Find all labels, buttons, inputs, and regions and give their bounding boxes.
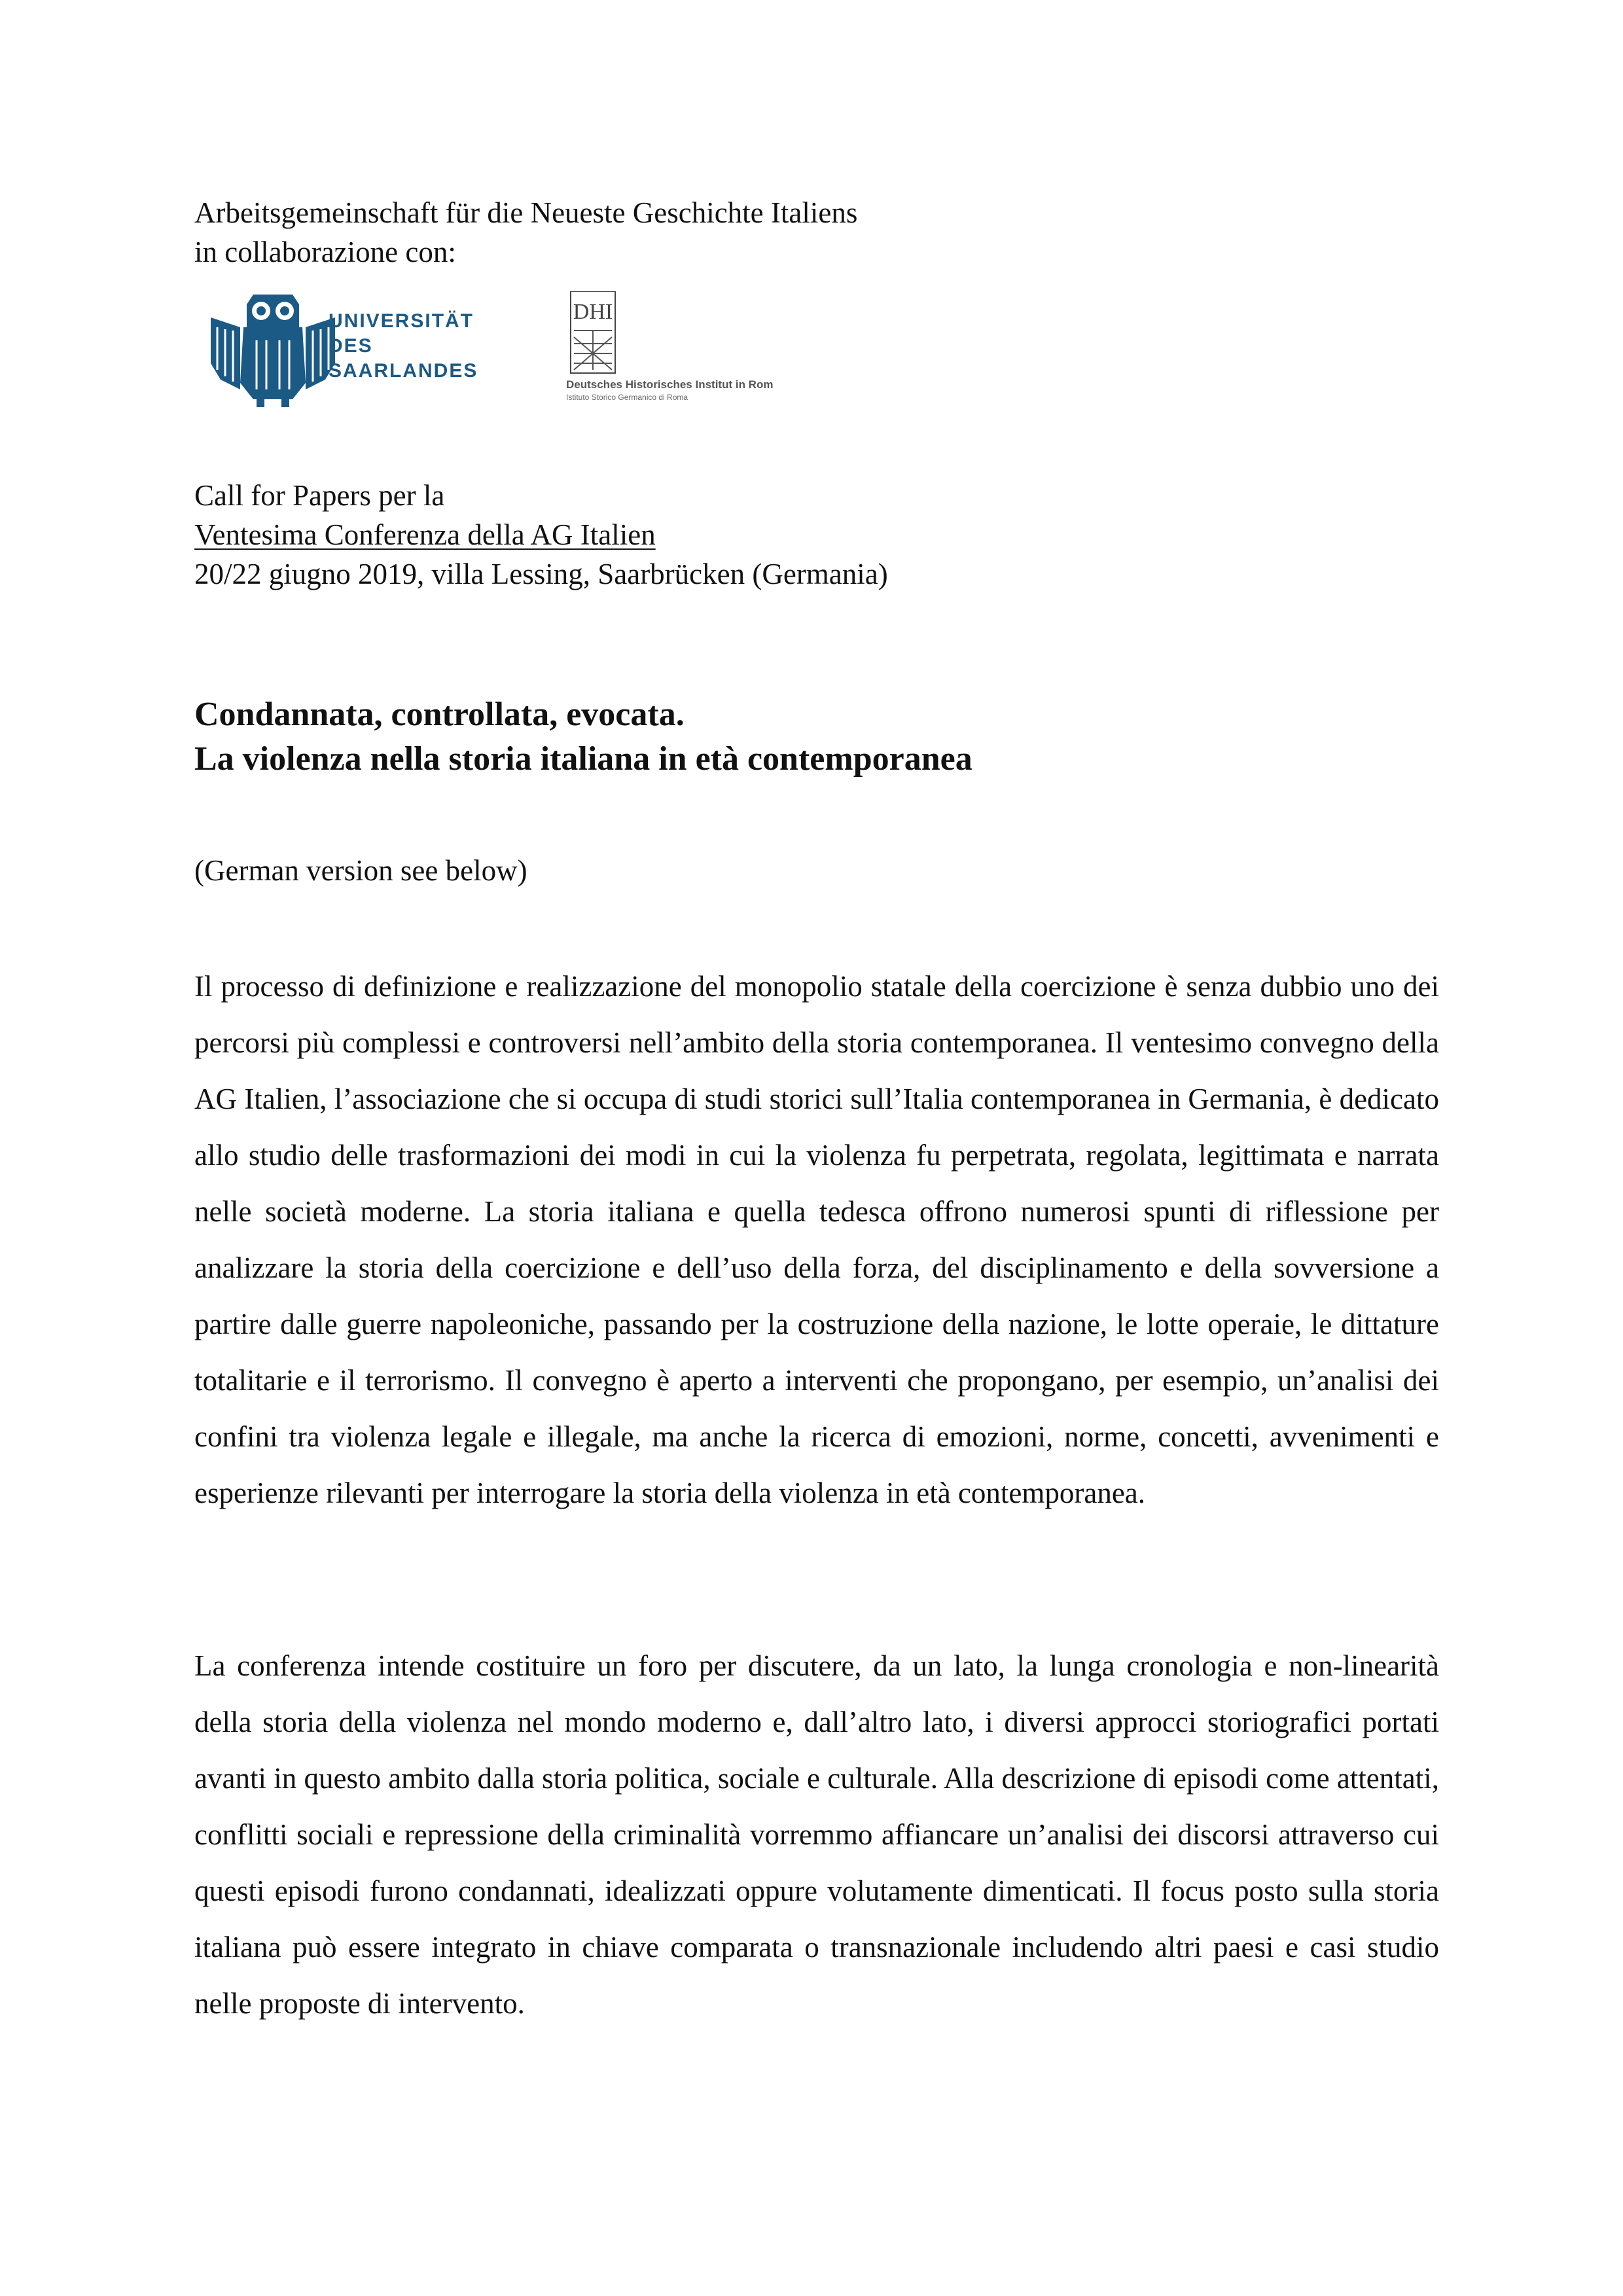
organizer-name: Arbeitsgemeinschaft für die Neueste Geschichte Italiens bbox=[194, 196, 858, 229]
conference-name: Ventesima Conferenza della AG Italien bbox=[194, 518, 656, 551]
title-line-2: La violenza nella storia italiana in età contemporanea bbox=[194, 740, 972, 778]
dhi-name: Deutsches Historisches Institut in Rom bbox=[566, 378, 774, 391]
cfp-label: Call for Papers per la bbox=[194, 479, 445, 512]
uds-logo-text: UNIVERSITÄT DES SAARLANDES bbox=[329, 310, 478, 382]
dhi-subtitle: Istituto Storico Germanico di Roma bbox=[566, 393, 688, 402]
collaboration-label: in collaborazione con: bbox=[194, 236, 456, 268]
conference-date-location: 20/22 giugno 2019, villa Lessing, Saarbrücken (Germania) bbox=[194, 558, 888, 590]
title-line-1: Condannata, controllata, evocata. bbox=[194, 696, 685, 733]
body-paragraph-2: La conferenza intende costituire un foro per discutere, da un lato, la lunga cronologia e non-linearità della storia della violenza nel mondo moderno e, dall’altro lato, i diversi approcci storiografici portati avanti in questo ambito dalla storia politica, sociale e culturale. Alla descrizione di episodi come attentati, conflitti sociali e repressione della criminalità vorremmo affiancare un’analisi dei discorsi attraverso cui questi episodi furono condannati, idealizzati oppure volutamente dimenticati. Il focus posto sulla storia italiana può essere integrato in chiave comparata o transnazionale includendo altri paesi e casi studio nelle proposte di intervento. bbox=[194, 1649, 1439, 2020]
call-for-papers-block bbox=[194, 476, 888, 594]
body-paragraph-1: Il processo di definizione e realizzazione del monopolio statale della coercizione è senza dubbio uno dei percorsi più complessi e controversi nell’ambito della storia contemporanea. Il ventesimo convegno della AG Italien, l’associazione che si occupa di studi storici sull’Italia contemporanea in Germania, è dedicato allo studio delle trasformazioni dei modi in cui la violenza fu perpetrata, regolata, legittimata e narrata nelle società moderne. La storia italiana e quella tedesca offrono numerosi spunti di riflessione per analizzare la storia della coercizione e dell’uso della forza, del disciplinamento e della sovversione a partire dalle guerre napoleoniche, passando per la costruzione della nazione, le lotte operaie, le dittature totalitarie e il terrorismo. Il convegno è aperto a interventi che propongano, per esempio, un’analisi dei confini tra violenza legale e illegale, ma anche la ricerca di emozioni, norme, concetti, avvenimenti e esperienze rilevanti per interrogare la storia della violenza in età contemporanea. bbox=[194, 970, 1439, 1509]
document-title bbox=[194, 692, 972, 781]
svg-text:DHI: DHI bbox=[573, 300, 613, 324]
organizer-block bbox=[194, 193, 857, 272]
partner-logos bbox=[194, 281, 914, 419]
language-note: (German version see below) bbox=[194, 854, 527, 887]
dhi-caption bbox=[566, 378, 867, 402]
